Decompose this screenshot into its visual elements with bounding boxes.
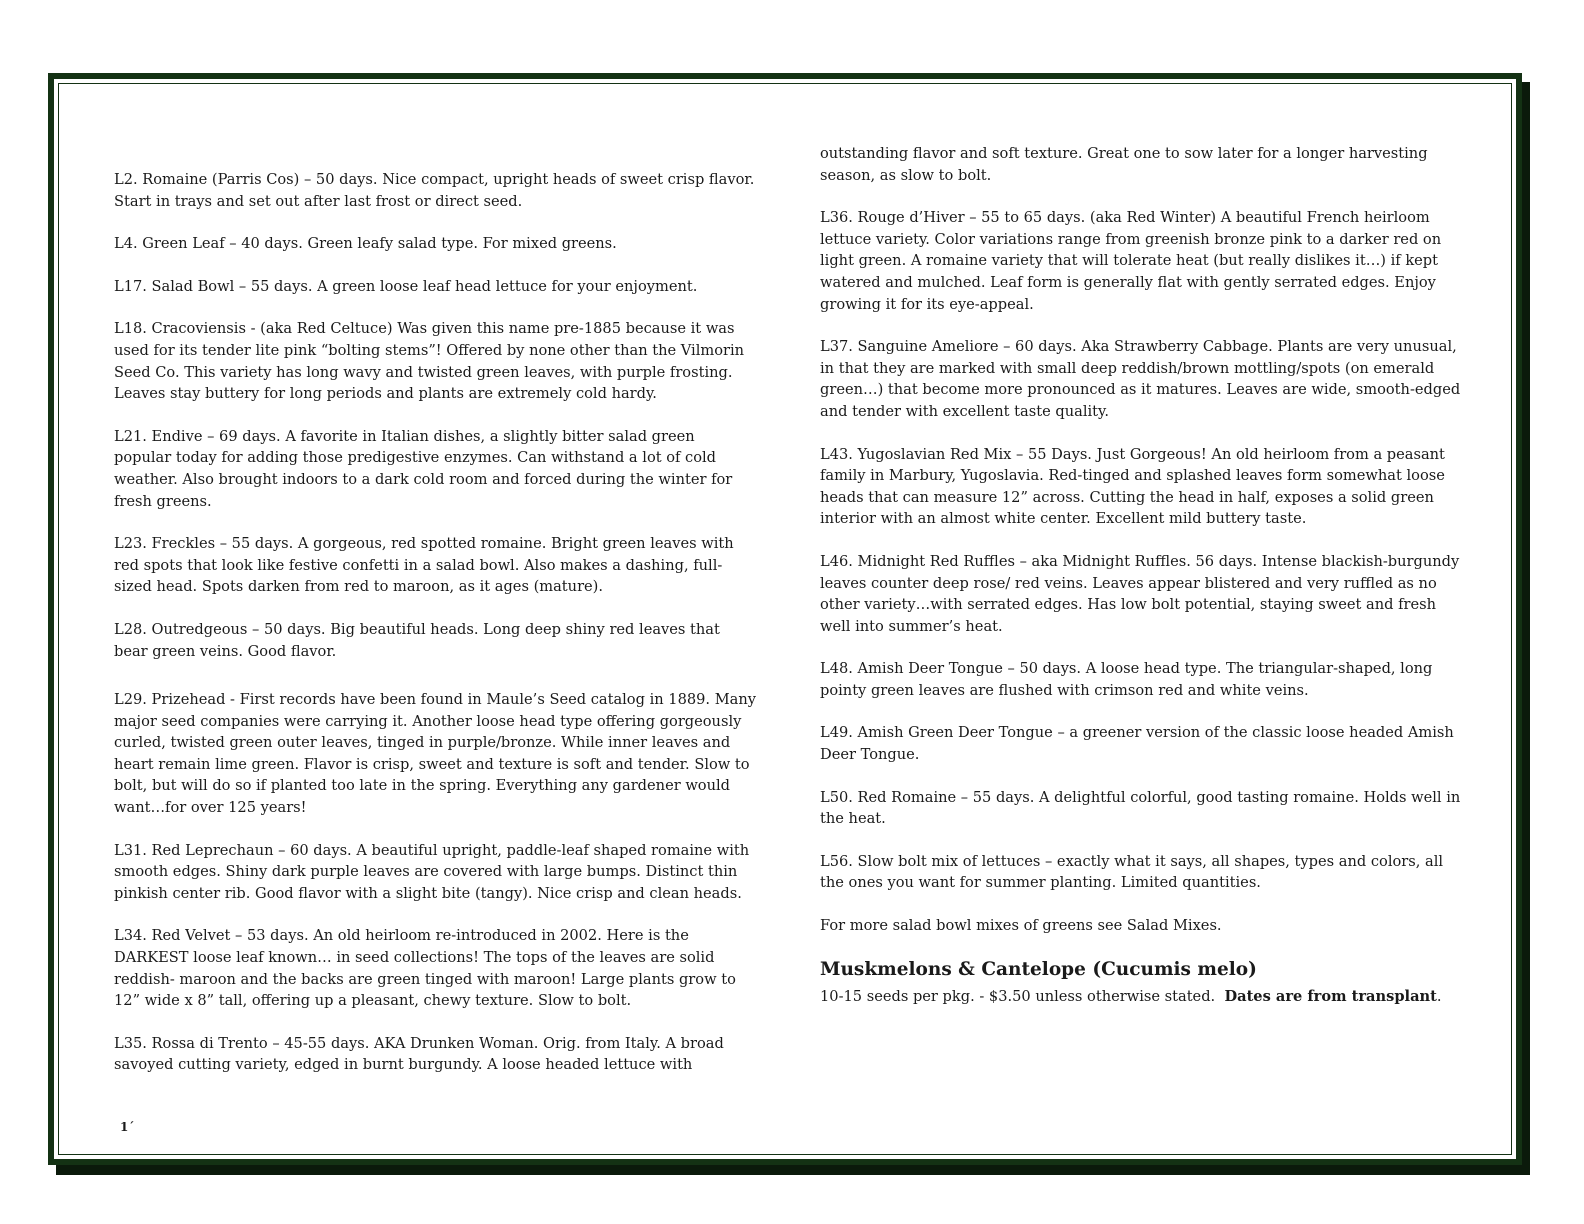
catalog-entry-l37: L37. Sanguine Ameliore – 60 days. Aka Strawberry Cabbage. Plants are very unusual, in that they are marked with small deep reddish/brown mottling/spots (on emerald green…) that become more pronounced as it matures. Leaves are wide, smooth-edged and tender with excellent taste quality. — [820, 338, 1461, 420]
right-column — [820, 143, 1462, 1007]
catalog-entry-l50: L50. Red Romaine – 55 days. A delightful colorful, good tasting romaine. Holds well in the heat. — [820, 788, 1461, 828]
catalog-entry-l35-continued: outstanding flavor and soft texture. Great one to sow later for a longer harvesting season, as slow to bolt. — [820, 145, 1428, 184]
left-column — [114, 169, 756, 1097]
catalog-entry-l56: L56. Slow bolt mix of lettuces – exactly what it says, all shapes, types and colors, all the ones you want for summer planting. Limited quantities. — [820, 852, 1444, 892]
section-heading-muskmelons: Muskmelons & Cantelope (Cucumis melo) — [820, 958, 1257, 980]
section-subtext — [820, 986, 1462, 1008]
catalog-entry-l36: L36. Rouge d’Hiver – 55 to 65 days. (aka Red Winter) A beautiful French heirloom lettuce variety. Color variations range from greenish bronze pink to a darker red on light green. A romaine variety that will tolerate heat (but really dislikes it…) if kept watered and mulched. Leaf form is generally flat with gently serrated edges. Enjoy growing it for its eye-appeal. — [820, 209, 1442, 313]
section-subtext-end: . — [1436, 987, 1442, 1005]
catalog-entry-l31: L31. Red Leprechaun – 60 days. A beautiful upright, paddle-leaf shaped romaine with smooth edges. Shiny dark purple leaves are covered with large bumps. Distinct thin pinkish center rib. Good flavor with a slight bite (tangy). Nice crisp and clean heads. — [114, 841, 750, 902]
catalog-entry-l18: L18. Cracoviensis - (aka Red Celtuce) Was given this name pre-1885 because it was used for its tender lite pink “bolting stems”! Offered by none other than the Vilmorin Seed Co. This variety has long wavy and twisted green leaves, with purple frosting. Leaves stay buttery for long periods and plants are extremely cold hardy. — [114, 320, 745, 403]
catalog-entry-l2: L2. Romaine (Parris Cos) – 50 days. Nice compact, upright heads of sweet crisp flavor. Start in trays and set out after last frost or direct seed. — [114, 171, 755, 210]
section-subtext-main: 10-15 seeds per pkg. - $3.50 unless otherwise stated. — [820, 987, 1216, 1005]
catalog-entry-l43: L43. Yugoslavian Red Mix – 55 Days. Just Gorgeous! An old heirloom from a peasant family in Marbury, Yugoslavia. Red-tinged and splashed leaves form somewhat loose heads that can measure 12” across. Cutting the head in half, exposes a solid green interior with an almost white center. Excellent mild buttery taste. — [820, 445, 1445, 528]
catalog-entry-l23: L23. Freckles – 55 days. A gorgeous, red spotted romaine. Bright green leaves with red spots that look like festive confetti in a salad bowl. Also makes a dashing, full-sized head. Spots darken from red to maroon, as it ages (mature). — [114, 535, 734, 596]
catalog-entry-l17: L17. Salad Bowl – 55 days. A green loose leaf head lettuce for your enjoyment. — [114, 277, 698, 295]
catalog-entry-l46: L46. Midnight Red Ruffles – aka Midnight Ruffles. 56 days. Intense blackish-burgundy leaves counter deep rose/ red veins. Leaves appear blistered and very ruffled as no other variety…with serrated edges. Has low bolt potential, staying sweet and fresh well into summer’s heat. — [820, 552, 1460, 635]
catalog-entry-l35: L35. Rossa di Trento – 45-55 days. AKA Drunken Woman. Orig. from Italy. A broad savoyed cutting variety, edged in burnt burgundy. A loose headed lettuce with — [114, 1034, 724, 1074]
catalog-entry-l4: L4. Green Leaf – 40 days. Green leafy salad type. For mixed greens. — [114, 235, 617, 253]
catalog-entry-l28: L28. Outredgeous – 50 days. Big beautiful heads. Long deep shiny red leaves that bear green veins. Good flavor. — [114, 620, 720, 660]
page-number: 1´ — [120, 1120, 135, 1134]
catalog-entry-l21: L21. Endive – 69 days. A favorite in Italian dishes, a slightly bitter salad green popular today for adding those predigestive enzymes. Can withstand a lot of cold weather. Also brought indoors to a dark cold room and forced during the winter for fresh greens. — [114, 427, 733, 510]
catalog-entry-l29: L29. Prizehead - First records have been found in Maule’s Seed catalog in 1889. Many major seed companies were carrying it. Another loose head type offering gorgeously curled, twisted green outer leaves, tinged in purple/bronze. While inner leaves and heart remain lime green. Flavor is crisp, sweet and texture is soft and tender. Slow to bolt, but will do so if planted too late in the spring. Everything any gardener would want…for over 125 years! — [114, 691, 756, 817]
catalog-entry-l34: L34. Red Velvet – 53 days. An old heirloom re-introduced in 2002. Here is the DARKEST loose leaf known… in seed collections! The tops of the leaves are solid reddish- maroon and the backs are green tinged with maroon! Large plants grow to 12” wide x 8” tall, offering up a pleasant, chewy texture. Slow to bolt. — [114, 927, 736, 1010]
catalog-entry-l48: L48. Amish Deer Tongue – 50 days. A loose head type. The triangular-shaped, long pointy green leaves are flushed with crimson red and white veins. — [820, 660, 1433, 699]
salad-mixes-note: For more salad bowl mixes of greens see Salad Mixes. — [820, 917, 1222, 935]
catalog-entry-l49: L49. Amish Green Deer Tongue – a greener version of the classic loose headed Amish Deer Tongue. — [820, 724, 1454, 764]
section-subtext-bold: Dates are from transplant — [1224, 987, 1437, 1005]
